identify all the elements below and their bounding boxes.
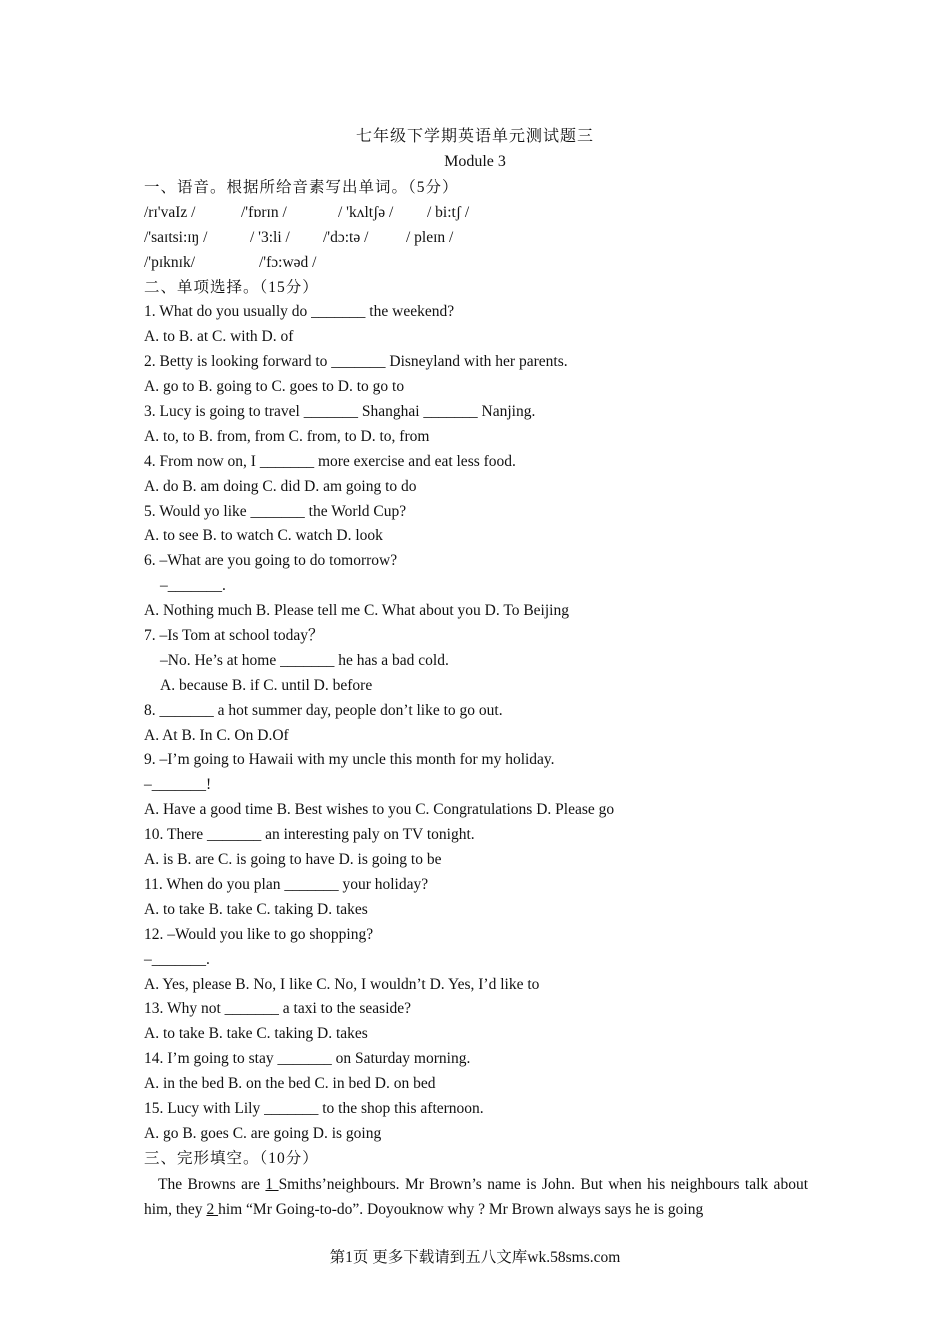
question-line: 15. Lucy with Lily _______ to the shop this afternoon. [144,1099,484,1117]
options-line: A. go to B. going to C. goes to D. to go to [144,378,405,396]
question-line: 3. Lucy is going to travel _______ Shanghai _______ Nanjing. [144,403,536,421]
section-2-heading: 二、单项选择。（15分） [144,278,319,296]
response-line: –_______. [160,577,226,595]
question-line: 14. I’m going to stay _______ on Saturday morning. [144,1050,471,1068]
options-line: A. Nothing much B. Please tell me C. What about you D. To Beijing [144,602,569,620]
phonetic-row [144,201,814,226]
question-line: 9. –I’m going to Hawaii with my uncle this month for my holiday. [144,751,555,769]
question-line: 6. –What are you going to do tomorrow? [144,552,398,570]
phonetic-item: /'dɔ:tə / [323,228,369,246]
question-line: 10. There _______ an interesting paly on TV tonight. [144,826,475,844]
cloze-passage [144,1172,808,1222]
response-line: –_______. [144,950,210,968]
section-1-heading: 一、语音。根据所给音素写出单词。（5分） [144,179,459,196]
question-line: 2. Betty is looking forward to _______ Disneyland with her parents. [144,353,568,371]
phonetic-item: /'fɔ:wəd / [259,253,317,271]
document-title: 七年级下学期英语单元测试题三 [355,128,594,145]
question-line: 12. –Would you like to go shopping? [144,925,374,943]
options-line: A. At B. In C. On D.Of [144,726,289,744]
page-footer: 第1页 更多下载请到五八文库wk.58sms.com [329,1249,621,1266]
question-line: 4. From now on, I _______ more exercise and eat less food. [144,452,516,470]
section-3-heading: 三、完形填空。（10分） [144,1149,319,1167]
document-body [144,176,814,1222]
question-line: 8. _______ a hot summer day, people don’t like to go out. [144,701,503,719]
phonetic-item: /'pɪknɪk/ [144,253,196,271]
options-line: A. to see B. to watch C. watch D. look [144,527,383,545]
options-line: A. to take B. take C. taking D. takes [144,900,368,918]
response-line: –No. He’s at home _______ he has a bad cold. [160,651,449,669]
question-line: 13. Why not _______ a taxi to the seaside? [144,1000,412,1018]
passage-text: him “Mr Going-to-do”. Doyouknow why ? Mr Brown always says he is going [218,1200,704,1218]
question-line: 11. When do you plan _______ your holiday? [144,875,429,893]
passage-text: Smiths’neighbours. Mr Brown’s name is John. But when his neighbours talk about him, they [144,1175,808,1218]
options-line: A. go B. goes C. are going D. is going [144,1124,382,1142]
options-line: A. is B. are C. is going to have D. is going to be [144,851,442,869]
options-line: A. because B. if C. until D. before [160,676,373,694]
response-line: –_______! [144,776,212,794]
phonetic-item: / bi:tʃ / [427,203,470,221]
phonetic-item: /'saɪtsi:ɪŋ / [144,228,208,246]
options-line: A. do B. am doing C. did D. am going to do [144,477,417,495]
phonetic-item: / 'kʌltʃə / [338,203,394,221]
options-line: A. to take B. take C. taking D. takes [144,1025,368,1043]
phonetic-item: /rɪ'vaIz / [144,203,196,221]
phonetic-row [144,226,814,251]
phonetic-row [144,251,814,276]
options-line: A. Yes, please B. No, I like C. No, I wouldn’t D. Yes, I’d like to [144,975,540,993]
phonetic-item: / '3:li / [250,228,290,246]
document-subtitle: Module 3 [444,153,506,170]
phonetic-item: /'fɒrɪn / [241,203,287,221]
question-line: 1. What do you usually do _______ the weekend? [144,303,455,321]
options-line: A. to B. at C. with D. of [144,328,294,346]
phonetic-item: / pleɪn / [406,228,454,246]
options-line: A. to, to B. from, from C. from, to D. to, from [144,427,430,445]
passage-text: The Browns are [158,1175,266,1193]
question-line: 5. Would yo like _______ the World Cup? [144,502,407,520]
options-line: A. in the bed B. on the bed C. in bed D. on bed [144,1075,436,1093]
options-line: A. Have a good time B. Best wishes to you C. Congratulations D. Please go [144,801,615,819]
question-line: 7. –Is Tom at school today？ [144,627,324,645]
cloze-blank-2: 2 [206,1200,219,1218]
cloze-blank-1: 1 [265,1175,279,1193]
